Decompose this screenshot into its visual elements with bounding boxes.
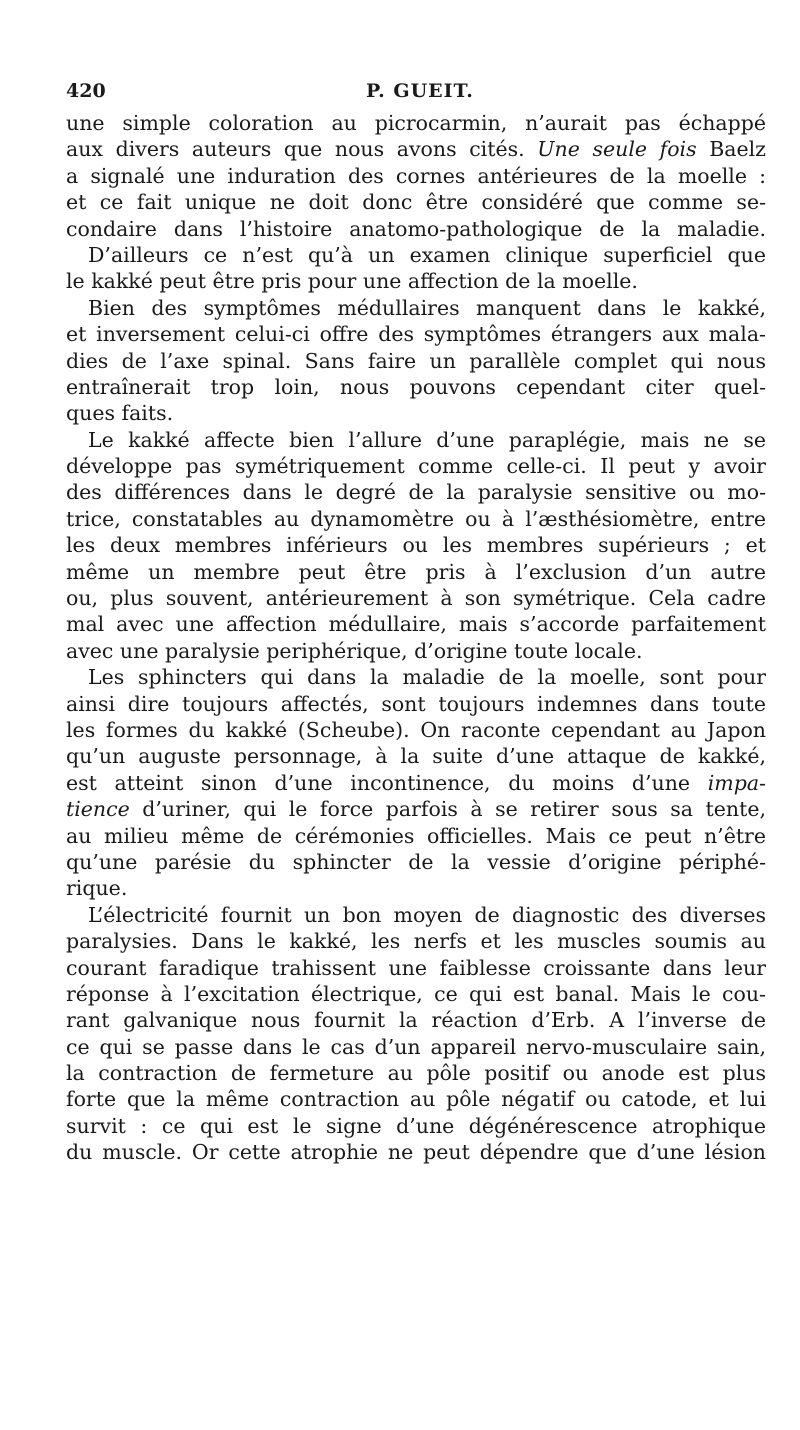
text-line-content: développe pas symétriquement comme celle-ci. Il peut y avoir	[66, 454, 766, 479]
text-line-content: réponse à l’excitation électrique, ce qui est banal. Mais le cou-	[66, 981, 766, 1006]
text-line-content: qu’un auguste personnage, à la suite d’une attaque de kakké,	[66, 744, 766, 769]
text-line	[66, 875, 766, 901]
text-line	[66, 295, 766, 321]
book-page	[66, 80, 766, 1165]
text-segment: Baelz	[696, 137, 766, 162]
text-line	[66, 611, 766, 637]
text-line	[66, 374, 766, 400]
text-line	[66, 823, 766, 849]
italic-emphasis: impa-	[707, 770, 766, 795]
text-line-content: du muscle. Or cette atrophie ne peut dépendre que d’une lésion	[66, 1140, 766, 1165]
text-line-content: les deux membres inférieurs ou les membres supérieurs ; et	[66, 533, 766, 558]
text-line	[66, 691, 766, 717]
text-line	[66, 717, 766, 743]
text-line	[66, 532, 766, 558]
text-line-content: survit : ce qui est le signe d’une dégénérescence atrophique	[66, 1113, 766, 1138]
text-line	[66, 928, 766, 954]
text-line	[66, 427, 766, 453]
text-line-content: la contraction de fermeture au pôle positif ou anode est plus	[66, 1061, 766, 1086]
text-line-content: a signalé une induration des cornes antérieures de la moelle :	[66, 163, 766, 188]
text-line	[66, 849, 766, 875]
text-line-content: ou, plus souvent, antérieurement à son symétrique. Cela cadre	[66, 586, 766, 611]
text-line-content: une simple coloration au picrocarmin, n’aurait pas échappé	[66, 111, 766, 135]
text-line	[66, 216, 766, 242]
text-line	[66, 110, 766, 136]
page-header	[66, 80, 766, 110]
text-line	[66, 321, 766, 347]
italic-emphasis: tience	[66, 797, 130, 822]
text-line	[66, 955, 766, 981]
text-line	[66, 902, 766, 928]
text-line-content: et inversement celui-ci offre des symptômes étrangers aux mala-	[66, 322, 766, 347]
text-line-content: au milieu même de cérémonies officielles. Mais ce peut n’être	[66, 823, 766, 848]
text-segment: aux divers auteurs que nous avons cités.	[66, 137, 538, 162]
text-line	[66, 981, 766, 1007]
running-head: P. GUEIT.	[366, 80, 474, 102]
text-line	[66, 189, 766, 215]
text-segment: d’uriner, qui le force parfois à se retirer sous sa tente,	[129, 797, 766, 822]
text-line-content: qu’une parésie du sphincter de la vessie d’origine périphé-	[66, 849, 766, 874]
text-line-content: forte que la même contraction au pôle négatif ou catode, et lui	[66, 1087, 766, 1112]
text-line-content: ainsi dire toujours affectés, sont toujours indemnes dans toute	[66, 691, 766, 716]
text-line	[66, 743, 766, 769]
text-line	[66, 770, 766, 796]
text-line-content: Les sphincters qui dans la maladie de la moelle, sont pour	[88, 665, 766, 690]
text-line	[66, 1034, 766, 1060]
body-text	[66, 110, 766, 1166]
text-line-content: courant faradique trahissent une faiblesse croissante dans leur	[66, 955, 766, 980]
text-line-content: condaire dans l’histoire anatomo-pathologique de la maladie.	[66, 216, 766, 241]
text-line-content: entraînerait trop loin, nous pouvons cependant citer quel-	[66, 374, 766, 399]
text-line	[66, 1060, 766, 1086]
text-line	[66, 664, 766, 690]
text-line-content: ce qui se passe dans le cas d’un appareil nervo-musculaire sain,	[66, 1034, 766, 1059]
text-line	[66, 585, 766, 611]
text-line	[66, 638, 766, 664]
text-line-content: trice, constatables au dynamomètre ou à l’æsthésiomètre, entre	[66, 506, 766, 531]
text-line	[66, 268, 766, 294]
text-line	[66, 1113, 766, 1139]
text-line-content: rique.	[66, 876, 128, 901]
text-line	[66, 506, 766, 532]
text-line-content: avec une paralysie periphérique, d’origine toute locale.	[66, 638, 643, 663]
text-line	[66, 453, 766, 479]
text-line-content: Le kakké affecte bien l’allure d’une paraplégie, mais ne se	[88, 427, 766, 452]
page-number: 420	[66, 80, 106, 102]
text-line-content: ques faits.	[66, 401, 174, 426]
text-line-content: même un membre peut être pris à l’exclusion d’un autre	[66, 559, 766, 584]
text-line	[66, 479, 766, 505]
text-line	[66, 242, 766, 268]
text-line	[66, 163, 766, 189]
text-segment: est atteint sinon d’une incontinence, du moins d’une	[66, 770, 708, 795]
text-line	[66, 400, 766, 426]
text-line-content: des différences dans le degré de la paralysie sensitive ou mo-	[66, 480, 766, 505]
text-line-content: le kakké peut être pris pour une affection de la moelle.	[66, 269, 638, 294]
italic-emphasis: Une seule fois	[537, 137, 697, 162]
text-line-content: les formes du kakké (Scheube). On raconte cependant au Japon	[66, 717, 766, 742]
text-line	[66, 136, 766, 162]
text-line	[66, 559, 766, 585]
text-line-content: D’ailleurs ce n’est qu’à un examen clinique superficiel que	[88, 242, 766, 267]
text-line	[66, 796, 766, 822]
text-line-content: mal avec une affection médullaire, mais s’accorde parfaitement	[66, 612, 766, 637]
text-line-content: et ce fait unique ne doit donc être considéré que comme se-	[66, 190, 766, 215]
text-line	[66, 348, 766, 374]
text-line	[66, 1086, 766, 1112]
text-line-content: Bien des symptômes médullaires manquent dans le kakké,	[88, 295, 766, 320]
text-line-content: L’électricité fournit un bon moyen de diagnostic des diverses	[88, 902, 766, 927]
text-line-content: dies de l’axe spinal. Sans faire un parallèle complet qui nous	[66, 348, 766, 373]
text-line	[66, 1139, 766, 1165]
text-line-content: rant galvanique nous fournit la réaction d’Erb. A l’inverse de	[66, 1008, 766, 1033]
text-line	[66, 1007, 766, 1033]
text-line-content: paralysies. Dans le kakké, les nerfs et les muscles soumis au	[66, 929, 766, 954]
